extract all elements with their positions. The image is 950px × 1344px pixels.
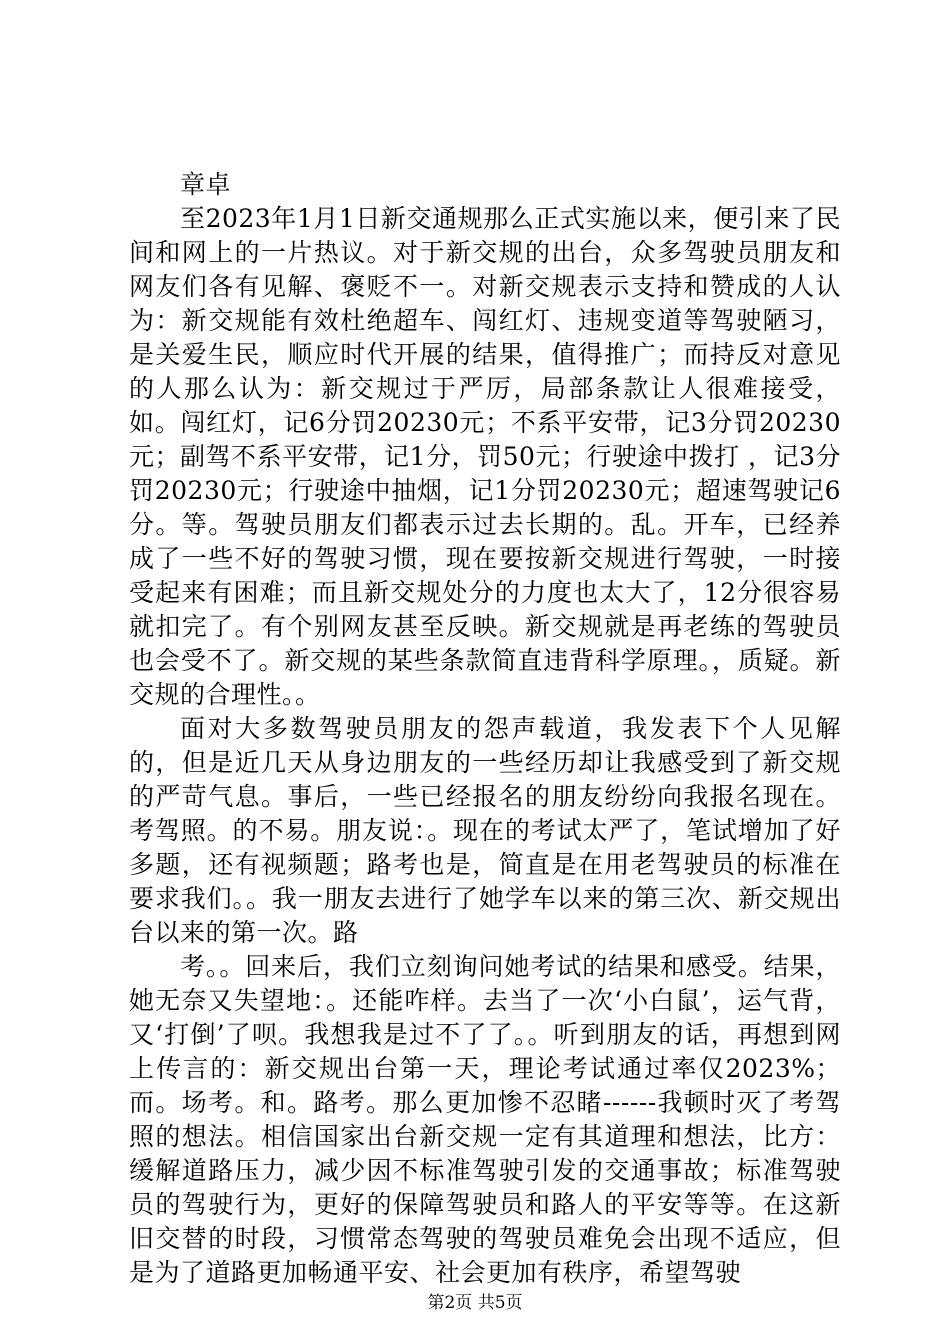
- paragraph-2: 面对大多数驾驶员朋友的怨声载道，我发表下个人见解的，但是近几天从身边朋友的一些经历却让我感受到了新交规的严苛气息。事后，一些已经报名的朋友纷纷向我报名现在。考驾照。的不易。朋友说：。现在的考试太严了，笔试增加了好多题，还有视频题；路考也是，简直是在用老驾驶员的标准在要求我们。。我一朋友去进行了她学车以来的第三次、新交规出台以来的第一次。路: [129, 714, 841, 947]
- paragraph-3: 考。。回来后，我们立刻询问她考试的结果和感受。结果，她无奈又失望地：。还能咋样。去当了一次‘小白鼠’，运气背，又‘打倒’了呗。我想我是过不了了。。听到朋友的话，再想到网上传言的：新交规出台第一天，理论考试通过率仅2023%；而。场考。和。路考。那么更加惨不忍睹------我顿时灭了考驾照的想法。相信国家出台新交规一定有其道理和想法，比方：缓解道路压力，减少因不标准驾驶引发的交通事故；标准驾驶员的驾驶行为，更好的保障驾驶员和路人的平安等等。在这新旧交替的时段，习惯常态驾驶的驾驶员难免会出现不适应，但是为了道路更加畅通平安、社会更加有秩序，希望驾驶: [129, 952, 841, 1287]
- document-body: [129, 168, 841, 1290]
- paragraph-1: 至2023年1月1日新交通规那么正式实施以来，便引来了民间和网上的一片热议。对于新交规的出台，众多驾驶员朋友和网友们各有见解、褒贬不一。对新交规表示支持和赞成的人认为：新交规能有效杜绝超车、闯红灯、违规变道等驾驶陋习，是关爱生民，顺应时代开展的结果，值得推广；而持反对意见的人那么认为：新交规过于严厉，局部条款让人很难接受，如。闯红灯，记6分罚20230元；不系平安带，记3分罚20230元；副驾不系平安带，记1分，罚50元；行驶途中拨打 ，记3分罚20230元；行驶途中抽烟，记1分罚20230元；超速驾驶记6分。等。驾驶员朋友们都表示过去长期的。乱。开车，已经养成了一些不好的驾驶习惯，现在要按新交规进行驾驶，一时接受起来有困难；而且新交规处分的力度也太大了，12分很容易就扣完了。有个别网友甚至反映。新交规就是再老练的驾驶员也会受不了。新交规的某些条款简直违背科学原理。，质疑。新交规的合理性。。: [129, 204, 841, 709]
- author-name: 章卓: [180, 170, 232, 199]
- page-footer: [0, 1292, 950, 1314]
- page-number-label: 第2页 共5页: [427, 1293, 523, 1313]
